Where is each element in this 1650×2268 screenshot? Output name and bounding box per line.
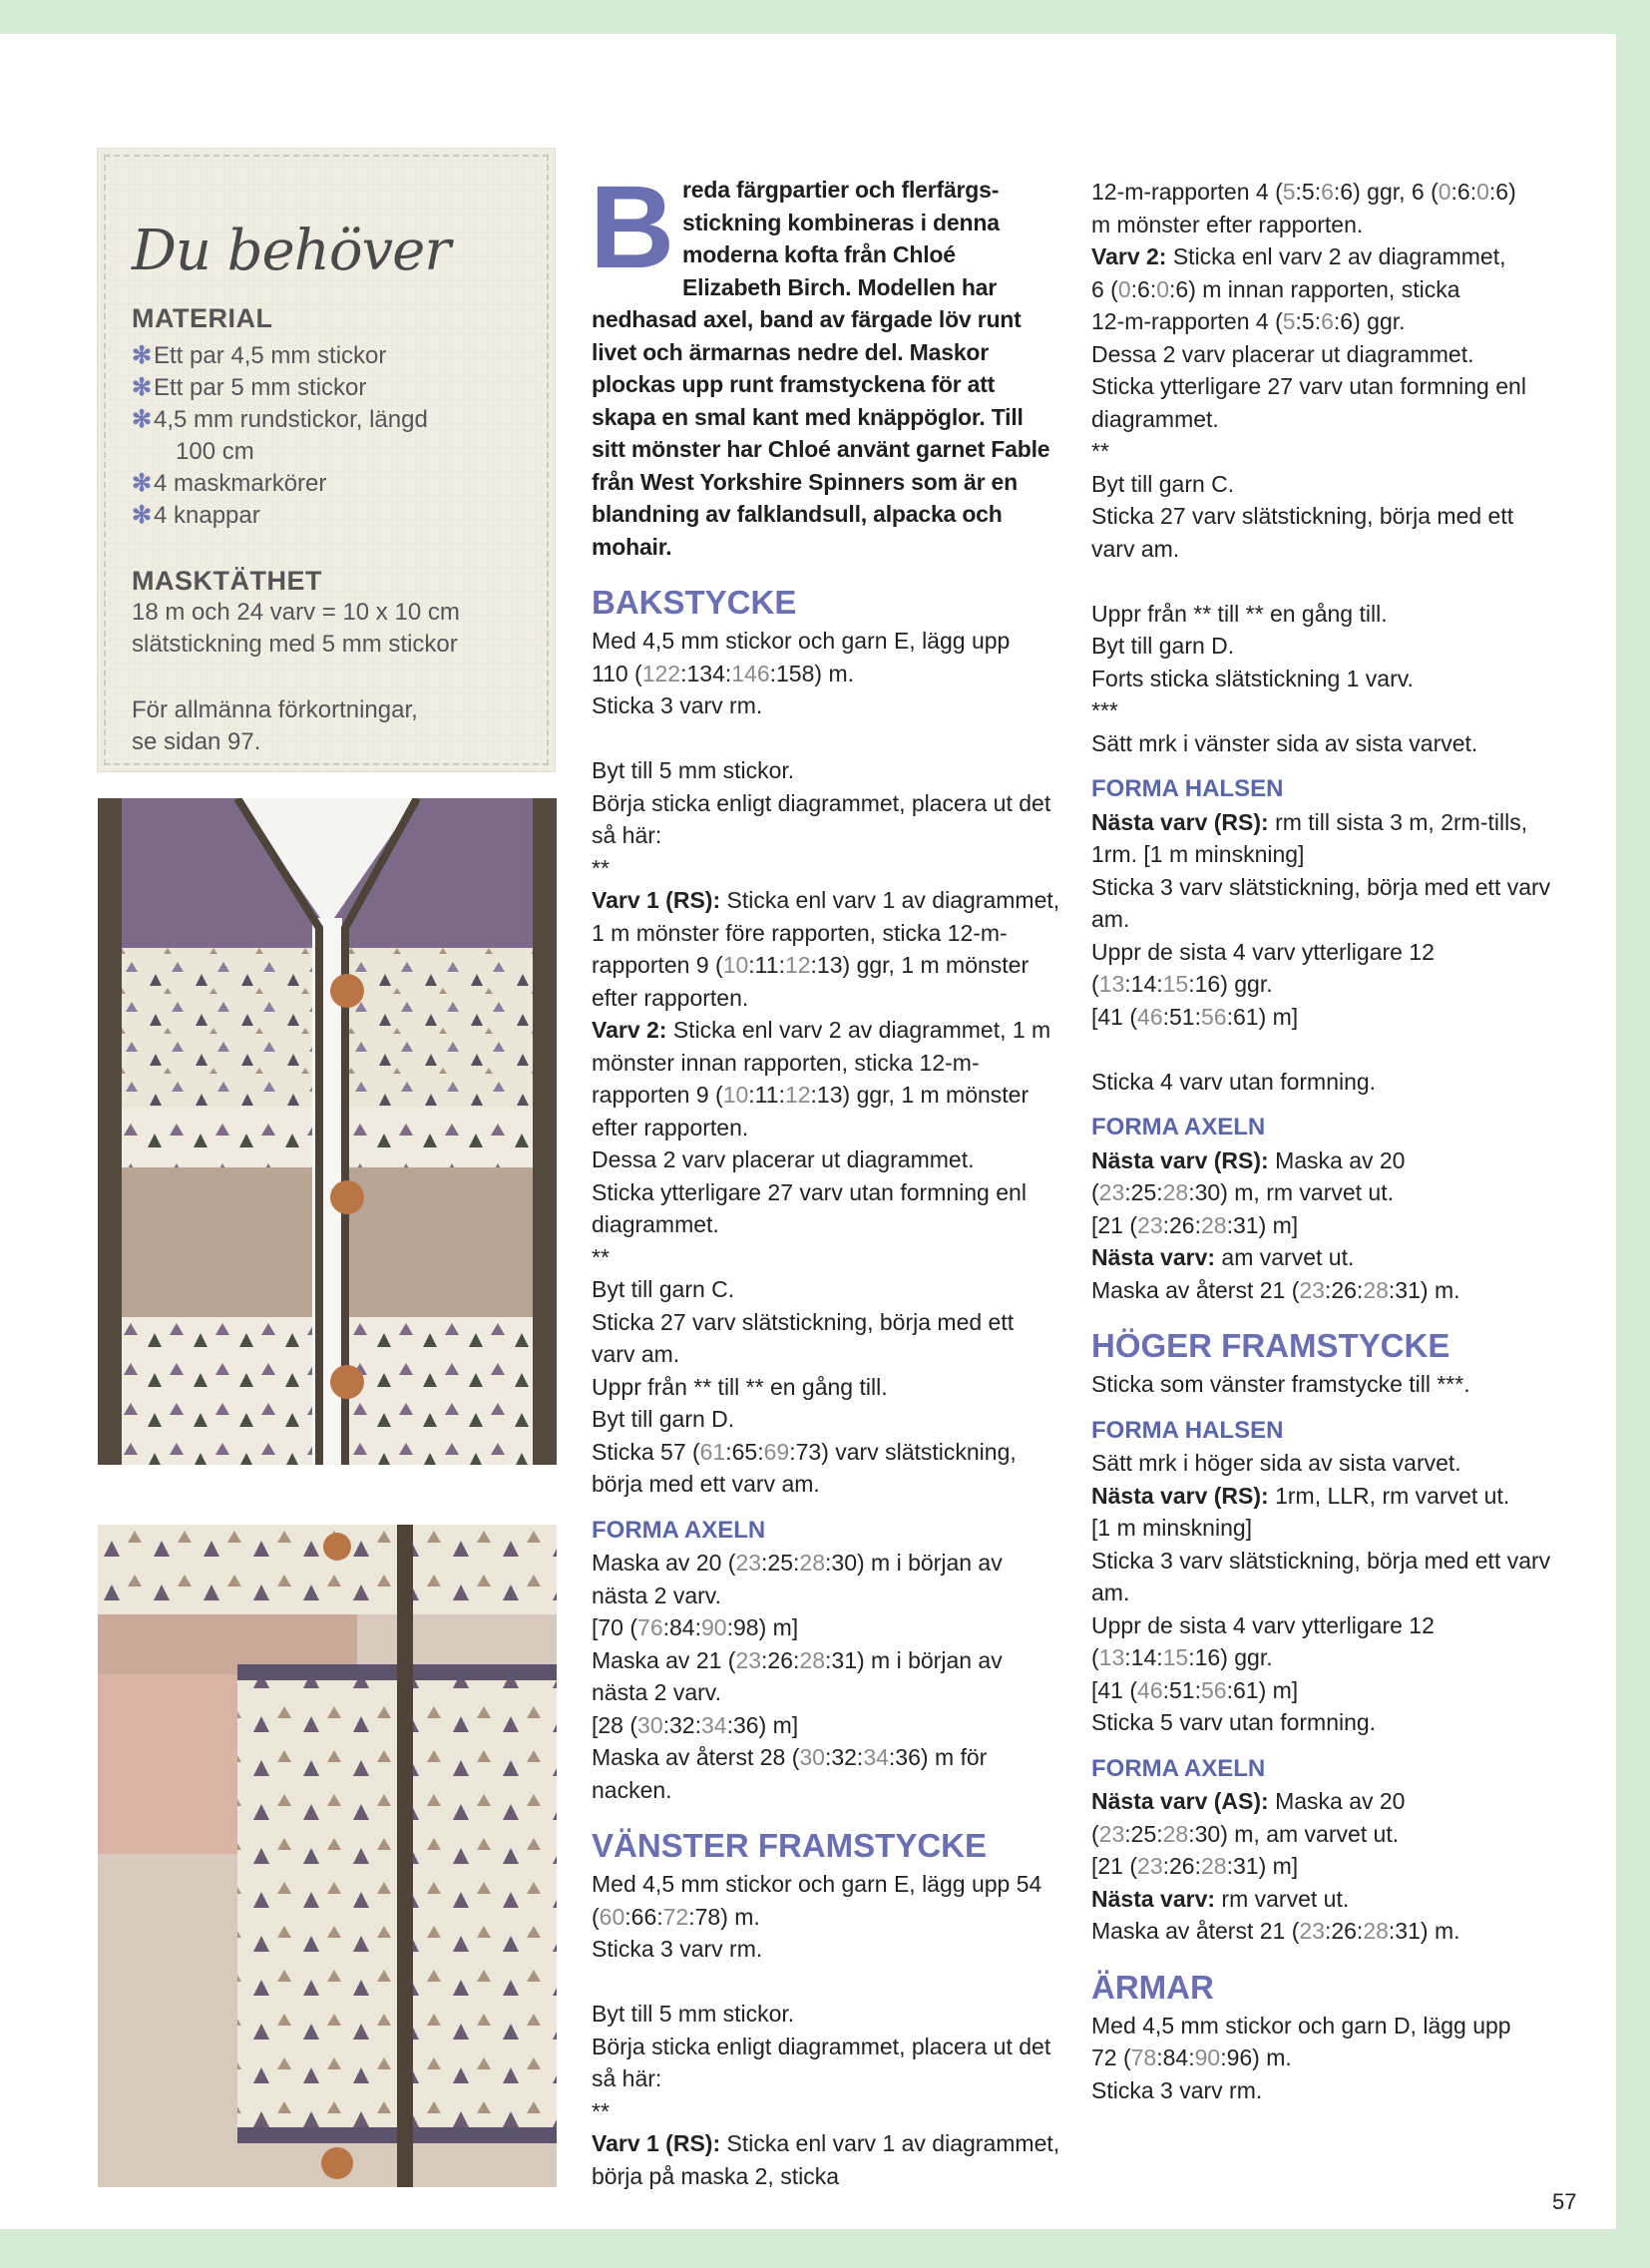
instruction-text: 122 <box>641 660 681 686</box>
instruction-text: 10 <box>722 1082 749 1108</box>
instruction-text: 56 <box>1201 1676 1227 1703</box>
instruction-text: 61 <box>699 1438 726 1465</box>
instruction-text: :26: <box>1162 1211 1201 1238</box>
instruction-text: Nästa varv: <box>1091 1244 1216 1270</box>
instruction-text: 23 <box>735 1550 762 1576</box>
instruction-text: :6) ggr. <box>1333 308 1406 334</box>
section-heading-hoger-framstycke: HÖGER FRAMSTYCKE <box>1091 1327 1450 1364</box>
instruction-text: 30 <box>799 1744 825 1770</box>
instruction-text: :96) m. <box>1220 2044 1292 2070</box>
instruction-line: Sticka 3 varv rm. <box>1091 2076 1263 2103</box>
instruction-text: :25: <box>1124 1179 1163 1205</box>
instruction-line <box>1091 1480 1560 1513</box>
instruction-line: ** <box>592 854 610 881</box>
instruction-text: 28 <box>799 1550 826 1576</box>
material-text: 100 cm <box>176 438 254 465</box>
instruction-text: 60 <box>599 1903 625 1930</box>
instruction-text: :5: <box>1295 308 1322 334</box>
instruction-text: 56 <box>1201 1003 1227 1030</box>
instruction-text: :51: <box>1162 1003 1201 1030</box>
instruction-text: 6 <box>1321 179 1334 205</box>
section-heading-vanster-framstycke: VÄNSTER FRAMSTYCKE <box>592 1827 988 1864</box>
instruction-text: 28 <box>1201 1211 1227 1238</box>
instruction-text: :6) ggr, 6 ( <box>1333 179 1439 205</box>
instruction-text: :51: <box>1162 1676 1201 1703</box>
instruction-text: 13 <box>1098 971 1125 997</box>
instruction-text: 28 <box>1162 1179 1189 1205</box>
instruction-text: 0 <box>1476 179 1489 205</box>
instruction-text: 46 <box>1137 1003 1163 1030</box>
instruction-text: :26: <box>1324 1918 1364 1944</box>
instruction-line <box>1091 1144 1560 1177</box>
instruction-text: :6) m innan rapporten, sticka <box>1169 275 1460 302</box>
instruction-text: :6: <box>1130 275 1157 302</box>
subheading-forma-axeln: FORMA AXELN <box>1091 1754 1266 1782</box>
instruction-line <box>592 1901 1060 1934</box>
instruction-text: :11: <box>748 1082 785 1108</box>
instruction-line: Sticka 3 varv slätstickning, börja med ett varv am. <box>1091 1547 1551 1605</box>
instruction-line <box>1091 1176 1560 1209</box>
instruction-text: :32: <box>662 1711 701 1738</box>
asterisk-icon: ✻ <box>132 374 153 401</box>
instruction-text: 0 <box>1117 275 1131 302</box>
instruction-line <box>592 2127 1060 2192</box>
sleeve-detail-photo <box>98 1525 557 2187</box>
instruction-line <box>592 1436 1060 1501</box>
instruction-text: rm varvet ut. <box>1215 1885 1350 1912</box>
instruction-line <box>1091 176 1560 209</box>
instruction-line <box>592 1611 1060 1644</box>
instruction-text: :16) ggr. <box>1188 1644 1273 1670</box>
instruction-text: [21 ( <box>1091 1211 1138 1238</box>
instruction-line: Börja sticka enligt diagrammet, placera ut det så här: <box>592 789 1051 848</box>
instruction-text: am varvet ut. <box>1215 1244 1355 1270</box>
instruction-text: :30) m, rm varvet ut. <box>1188 1179 1394 1205</box>
instruction-text: :36) m] <box>726 1711 799 1738</box>
instruction-text: 23 <box>1299 1918 1325 1944</box>
instruction-line: Uppr de sista 4 varv ytterligare 12 <box>1091 938 1435 965</box>
instruction-text: 110 ( <box>592 660 642 686</box>
material-text: 4,5 mm rundstickor, längd <box>154 406 428 433</box>
instruction-line <box>592 1547 1060 1611</box>
instruction-line <box>1091 1209 1560 1242</box>
instruction-text: ( <box>1091 1644 1099 1670</box>
instruction-text: Maska av 21 ( <box>592 1646 736 1673</box>
subheading-forma-axeln: FORMA AXELN <box>592 1516 766 1544</box>
instruction-text: 146 <box>731 660 770 686</box>
instruction-line: Sticka 27 varv slätstickning, börja med ett varv am. <box>1091 503 1514 562</box>
instruction-text: :26: <box>1162 1853 1201 1879</box>
instruction-text: :66: <box>624 1903 663 1930</box>
instruction-text: :31) m] <box>1226 1211 1299 1238</box>
instruction-text: 12 <box>784 1082 811 1108</box>
instruction-text: Maska av 20 <box>1268 1146 1406 1173</box>
instruction-line <box>1091 1785 1560 1818</box>
instruction-text: :65: <box>725 1438 764 1465</box>
instruction-text: Varv 2: <box>1091 243 1167 269</box>
instruction-line <box>592 1709 1060 1742</box>
instruction-text: Nästa varv (RS): <box>1091 808 1269 835</box>
instruction-line <box>1091 1241 1560 1274</box>
abbreviations-note: se sidan 97. <box>132 728 261 755</box>
instruction-line <box>592 1644 1060 1709</box>
instruction-text: Nästa varv (RS): <box>1091 1146 1269 1173</box>
instruction-text: 46 <box>1137 1676 1163 1703</box>
instruction-line: Byt till 5 mm stickor. <box>592 2001 795 2027</box>
instruction-text: :84: <box>662 1614 701 1640</box>
material-item <box>132 500 531 532</box>
instruction-text: 5 <box>1282 308 1296 334</box>
instruction-line: Byt till garn C. <box>592 1276 735 1302</box>
instruction-line: Byt till garn D. <box>592 1406 735 1432</box>
instruction-text: [21 ( <box>1091 1853 1138 1879</box>
instruction-text: :26: <box>761 1646 800 1673</box>
instruction-text: :16) ggr. <box>1188 971 1273 997</box>
instruction-text: :31) m. <box>1388 1276 1460 1303</box>
instruction-line <box>1091 806 1560 871</box>
instruction-text: ( <box>1091 971 1099 997</box>
instruction-text: :98) m] <box>726 1614 799 1640</box>
instruction-line: ** <box>1091 438 1109 464</box>
instruction-text: ( <box>1091 1179 1099 1205</box>
subheading-forma-halsen: FORMA HALSEN <box>1091 775 1284 802</box>
instruction-text: 28 <box>1162 1820 1189 1847</box>
instruction-text: Maska av återst 21 ( <box>1091 1276 1300 1303</box>
section-heading-armar: ÄRMAR <box>1091 1968 1214 2006</box>
instruction-line: m mönster efter rapporten. <box>1091 211 1364 237</box>
instruction-text: 28 <box>799 1646 826 1673</box>
instruction-line: Dessa 2 varv placerar ut diagrammet. <box>592 1146 975 1172</box>
material-list <box>132 340 531 532</box>
instruction-line <box>1091 1818 1560 1851</box>
instruction-text: :30) m, am varvet ut. <box>1188 1820 1400 1847</box>
instruction-text: :36) m för nacken. <box>592 1744 988 1803</box>
instruction-text: 15 <box>1162 971 1189 997</box>
instruction-line: Med 4,5 mm stickor och garn D, lägg upp <box>1091 2012 1511 2039</box>
instruction-text: Sticka enl varv 1 av diagrammet, börja på maska 2, sticka <box>592 2130 1060 2189</box>
material-item <box>132 340 531 372</box>
material-item <box>132 404 531 436</box>
section-heading-bakstycke: BAKSTYCKE <box>592 584 797 621</box>
instruction-line: ** <box>592 2097 610 2124</box>
instruction-text: :13) ggr, 1 m mönster efter rapporten. <box>592 952 1030 1011</box>
instruction-line <box>1091 1850 1560 1883</box>
materials-title: Du behöver <box>132 219 451 283</box>
abbreviations-note: För allmänna förkortningar, <box>132 696 418 723</box>
instruction-text: :26: <box>1324 1276 1364 1303</box>
instruction-text: 0 <box>1438 179 1451 205</box>
instruction-text: :73) varv slätstickning, börja med ett varv am. <box>592 1438 1017 1497</box>
instruction-text: 23 <box>1137 1211 1163 1238</box>
instruction-text: 72 ( <box>1091 2044 1131 2070</box>
instruction-text: :31) m] <box>1226 1853 1299 1879</box>
gauge-heading: MASKTÄTHET <box>132 566 322 596</box>
instruction-text: :14: <box>1124 1644 1163 1670</box>
instruction-text: 76 <box>637 1614 663 1640</box>
instruction-text: :31) m. <box>1388 1918 1460 1944</box>
instruction-line: Med 4,5 mm stickor och garn E, lägg upp <box>592 628 1011 654</box>
instruction-text: ( <box>592 1903 600 1930</box>
text-column-2 <box>1091 176 1560 2106</box>
instruction-line <box>1091 2041 1560 2074</box>
instruction-text: 15 <box>1162 1644 1189 1670</box>
instruction-text: :31) m i början av nästa 2 varv. <box>592 1646 1003 1705</box>
instruction-line <box>592 1741 1060 1806</box>
instruction-line: Uppr de sista 4 varv ytterligare 12 <box>1091 1611 1435 1638</box>
instruction-text: 30 <box>637 1711 663 1738</box>
instruction-text: 13 <box>1098 1644 1125 1670</box>
instruction-line: Byt till garn C. <box>1091 470 1235 497</box>
instruction-line: Sticka ytterligare 27 varv utan formning enl diagrammet. <box>592 1178 1027 1237</box>
instruction-line <box>1091 1883 1560 1916</box>
instruction-text: :11: <box>748 952 785 978</box>
instruction-line <box>1091 240 1560 273</box>
instruction-line <box>592 658 1060 690</box>
instruction-text: Nästa varv (RS): <box>1091 1482 1269 1509</box>
instruction-text: 23 <box>1137 1853 1163 1879</box>
material-text: 4 maskmarkörer <box>154 470 327 497</box>
instruction-text: Sticka enl varv 1 av diagrammet, 1 m mönster före rapporten, sticka 12-m-rapporten 9 ( <box>592 887 1060 978</box>
instruction-text: 0 <box>1156 275 1170 302</box>
instruction-text: 28 <box>1363 1918 1389 1944</box>
sleeve-detail-image <box>98 1525 557 2187</box>
instruction-line: Sätt mrk i vänster sida av sista varvet. <box>1091 729 1478 756</box>
instruction-text: Nästa varv: <box>1091 1885 1216 1912</box>
instruction-text: :30) m i början av nästa 2 varv. <box>592 1550 1003 1608</box>
instruction-text: 69 <box>763 1438 790 1465</box>
instruction-text: :61) m] <box>1226 1003 1299 1030</box>
instruction-text: :6) <box>1488 179 1516 205</box>
instruction-line: ** <box>592 1243 610 1270</box>
materials-content <box>132 303 531 758</box>
instruction-text: :134: <box>680 660 732 686</box>
instruction-line: Sticka som vänster framstycke till ***. <box>1091 1371 1470 1397</box>
instruction-text: Maska av 20 <box>1268 1788 1406 1814</box>
gauge-text: slätstickning med 5 mm stickor <box>132 631 458 658</box>
instruction-line: Sticka 3 varv rm. <box>592 1936 763 1962</box>
material-item <box>132 372 531 404</box>
instruction-line: [1 m minskning] <box>1091 1515 1253 1541</box>
instruction-text: :61) m] <box>1226 1676 1299 1703</box>
instruction-text: :6: <box>1450 179 1477 205</box>
instruction-line <box>1091 1274 1560 1307</box>
instruction-line <box>592 1014 1060 1143</box>
instruction-text: 28 <box>1201 1853 1227 1879</box>
instruction-text: 78 <box>1130 2044 1157 2070</box>
material-heading: MATERIAL <box>132 303 273 333</box>
instruction-text: 23 <box>735 1646 762 1673</box>
instruction-line <box>592 884 1060 1014</box>
instruction-text: 5 <box>1282 179 1296 205</box>
instruction-text: 72 <box>662 1903 689 1930</box>
instruction-text: Sticka enl varv 2 av diagrammet, <box>1166 243 1506 269</box>
instruction-text: 23 <box>1098 1179 1125 1205</box>
instruction-text: reda färgpartier och flerfärgs-stickning kombineras i denna moderna kofta från Chloé Elizabeth Birch. Modellen har nedhasad axel, band av färgade löv runt livet och ärmarnas nedre del. Maskor plockas upp runt framstyckena för att skapa en smal kant med knäppöglor. Till sitt mönster har Chloé använt garnet Fable från West Yorkshire Spinners som är en blandning av falklandsull, alpacka och mohair. <box>592 177 1050 560</box>
instruction-line: Med 4,5 mm stickor och garn E, lägg upp 54 <box>592 1871 1042 1897</box>
instruction-line: Börja sticka enligt diagrammet, placera ut det så här: <box>592 2033 1051 2091</box>
asterisk-icon: ✻ <box>132 342 153 369</box>
instruction-text: :84: <box>1156 2044 1195 2070</box>
instruction-line: Sticka 3 varv rm. <box>592 692 763 718</box>
instruction-line: Byt till 5 mm stickor. <box>592 757 795 783</box>
instruction-line: Sticka 3 varv slätstickning, börja med ett varv am. <box>1091 873 1551 932</box>
instruction-text: 34 <box>863 1744 889 1770</box>
instruction-line: Forts sticka slätstickning 1 varv. <box>1091 665 1414 691</box>
page-number: 57 <box>1552 2189 1577 2214</box>
instruction-line: Dessa 2 varv placerar ut diagrammet. <box>1091 340 1474 367</box>
materials-box <box>98 149 555 771</box>
instruction-line: Sticka 4 varv utan formning. <box>1091 1068 1377 1095</box>
instruction-text: [41 ( <box>1091 1003 1138 1030</box>
instruction-text: :25: <box>761 1550 800 1576</box>
instruction-text: 28 <box>1363 1276 1389 1303</box>
instruction-text: Sticka enl varv 2 av diagrammet, 1 m mönster innan rapporten, sticka 12-m-rapporten 9 ( <box>592 1017 1051 1108</box>
instruction-text: :25: <box>1124 1820 1163 1847</box>
instruction-text: Maska av 20 ( <box>592 1550 736 1576</box>
instruction-text: Varv 1 (RS): <box>592 887 721 913</box>
gauge-text: 18 m och 24 varv = 10 x 10 cm <box>132 599 460 626</box>
instruction-text: 6 ( <box>1091 275 1118 302</box>
instruction-line: Sticka 5 varv utan formning. <box>1091 1709 1377 1735</box>
instruction-text: [70 ( <box>592 1614 638 1640</box>
instruction-line: Sticka ytterligare 27 varv utan formning enl diagrammet. <box>1091 373 1526 432</box>
instruction-text: 23 <box>1098 1820 1125 1847</box>
instruction-text: Nästa varv (AS): <box>1091 1788 1269 1814</box>
material-item-continued <box>132 436 531 468</box>
instruction-line: Sticka 27 varv slätstickning, börja med ett varv am. <box>592 1308 1015 1367</box>
instruction-text: :158) m. <box>769 660 854 686</box>
instruction-text: :78) m. <box>688 1903 760 1930</box>
instruction-line <box>1091 1641 1560 1674</box>
subheading-forma-halsen: FORMA HALSEN <box>1091 1416 1284 1444</box>
instruction-text: [41 ( <box>1091 1676 1138 1703</box>
subheading-forma-axeln: FORMA AXELN <box>1091 1114 1266 1140</box>
instruction-text: 90 <box>1194 2044 1221 2070</box>
asterisk-icon: ✻ <box>132 470 153 497</box>
instruction-text: 12-m-rapporten 4 ( <box>1091 308 1283 334</box>
cardigan-front-photo <box>98 798 557 1465</box>
instruction-line <box>1091 1915 1560 1948</box>
instruction-line: Uppr från ** till ** en gång till. <box>1091 600 1388 627</box>
material-text: Ett par 5 mm stickor <box>154 374 367 401</box>
instruction-text: [28 ( <box>592 1711 638 1738</box>
instruction-text: Maska av återst 21 ( <box>1091 1918 1300 1944</box>
material-item <box>132 468 531 500</box>
material-text: Ett par 4,5 mm stickor <box>154 342 387 369</box>
instruction-line <box>1091 273 1560 306</box>
instruction-text: 90 <box>701 1614 727 1640</box>
instruction-text: Maska av återst 28 ( <box>592 1744 800 1770</box>
instruction-text: 1rm, LLR, rm varvet ut. <box>1268 1482 1510 1509</box>
instruction-line: Uppr från ** till ** en gång till. <box>592 1373 888 1400</box>
instruction-text: 10 <box>722 952 749 978</box>
text-column-1 <box>590 162 1060 2192</box>
instruction-line <box>1091 305 1560 338</box>
asterisk-icon: ✻ <box>132 502 153 529</box>
instruction-text: Varv 2: <box>592 1017 667 1043</box>
instruction-text: ( <box>1091 1820 1099 1847</box>
instruction-text: Sticka 57 ( <box>592 1438 700 1465</box>
intro-paragraph <box>590 162 1060 563</box>
instruction-text: 34 <box>701 1711 727 1738</box>
instruction-text: 6 <box>1321 308 1334 334</box>
page <box>0 34 1616 2229</box>
instruction-text: 12-m-rapporten 4 ( <box>1091 179 1283 205</box>
instruction-text: Varv 1 (RS): <box>592 2130 721 2156</box>
instruction-text: :5: <box>1295 179 1322 205</box>
instruction-text: rm till sista 3 m, 2rm-tills, 1rm. [1 m minskning] <box>1091 808 1528 867</box>
cardigan-front-image <box>98 798 557 1465</box>
instruction-line <box>1091 968 1560 1001</box>
instruction-line <box>1091 1001 1560 1034</box>
instruction-line <box>1091 1674 1560 1707</box>
instruction-text: :14: <box>1124 971 1163 997</box>
asterisk-icon: ✻ <box>132 406 153 433</box>
instruction-line: Sätt mrk i höger sida av sista varvet. <box>1091 1450 1461 1476</box>
instruction-text: 23 <box>1299 1276 1325 1303</box>
instruction-line: *** <box>1091 697 1118 723</box>
instruction-line: Byt till garn D. <box>1091 633 1235 659</box>
instruction-text: :13) ggr, 1 m mönster efter rapporten. <box>592 1082 1030 1140</box>
instruction-text: 12 <box>784 952 811 978</box>
instruction-text: :32: <box>824 1744 864 1770</box>
drop-cap: B <box>590 162 675 293</box>
material-text: 4 knappar <box>154 502 260 529</box>
